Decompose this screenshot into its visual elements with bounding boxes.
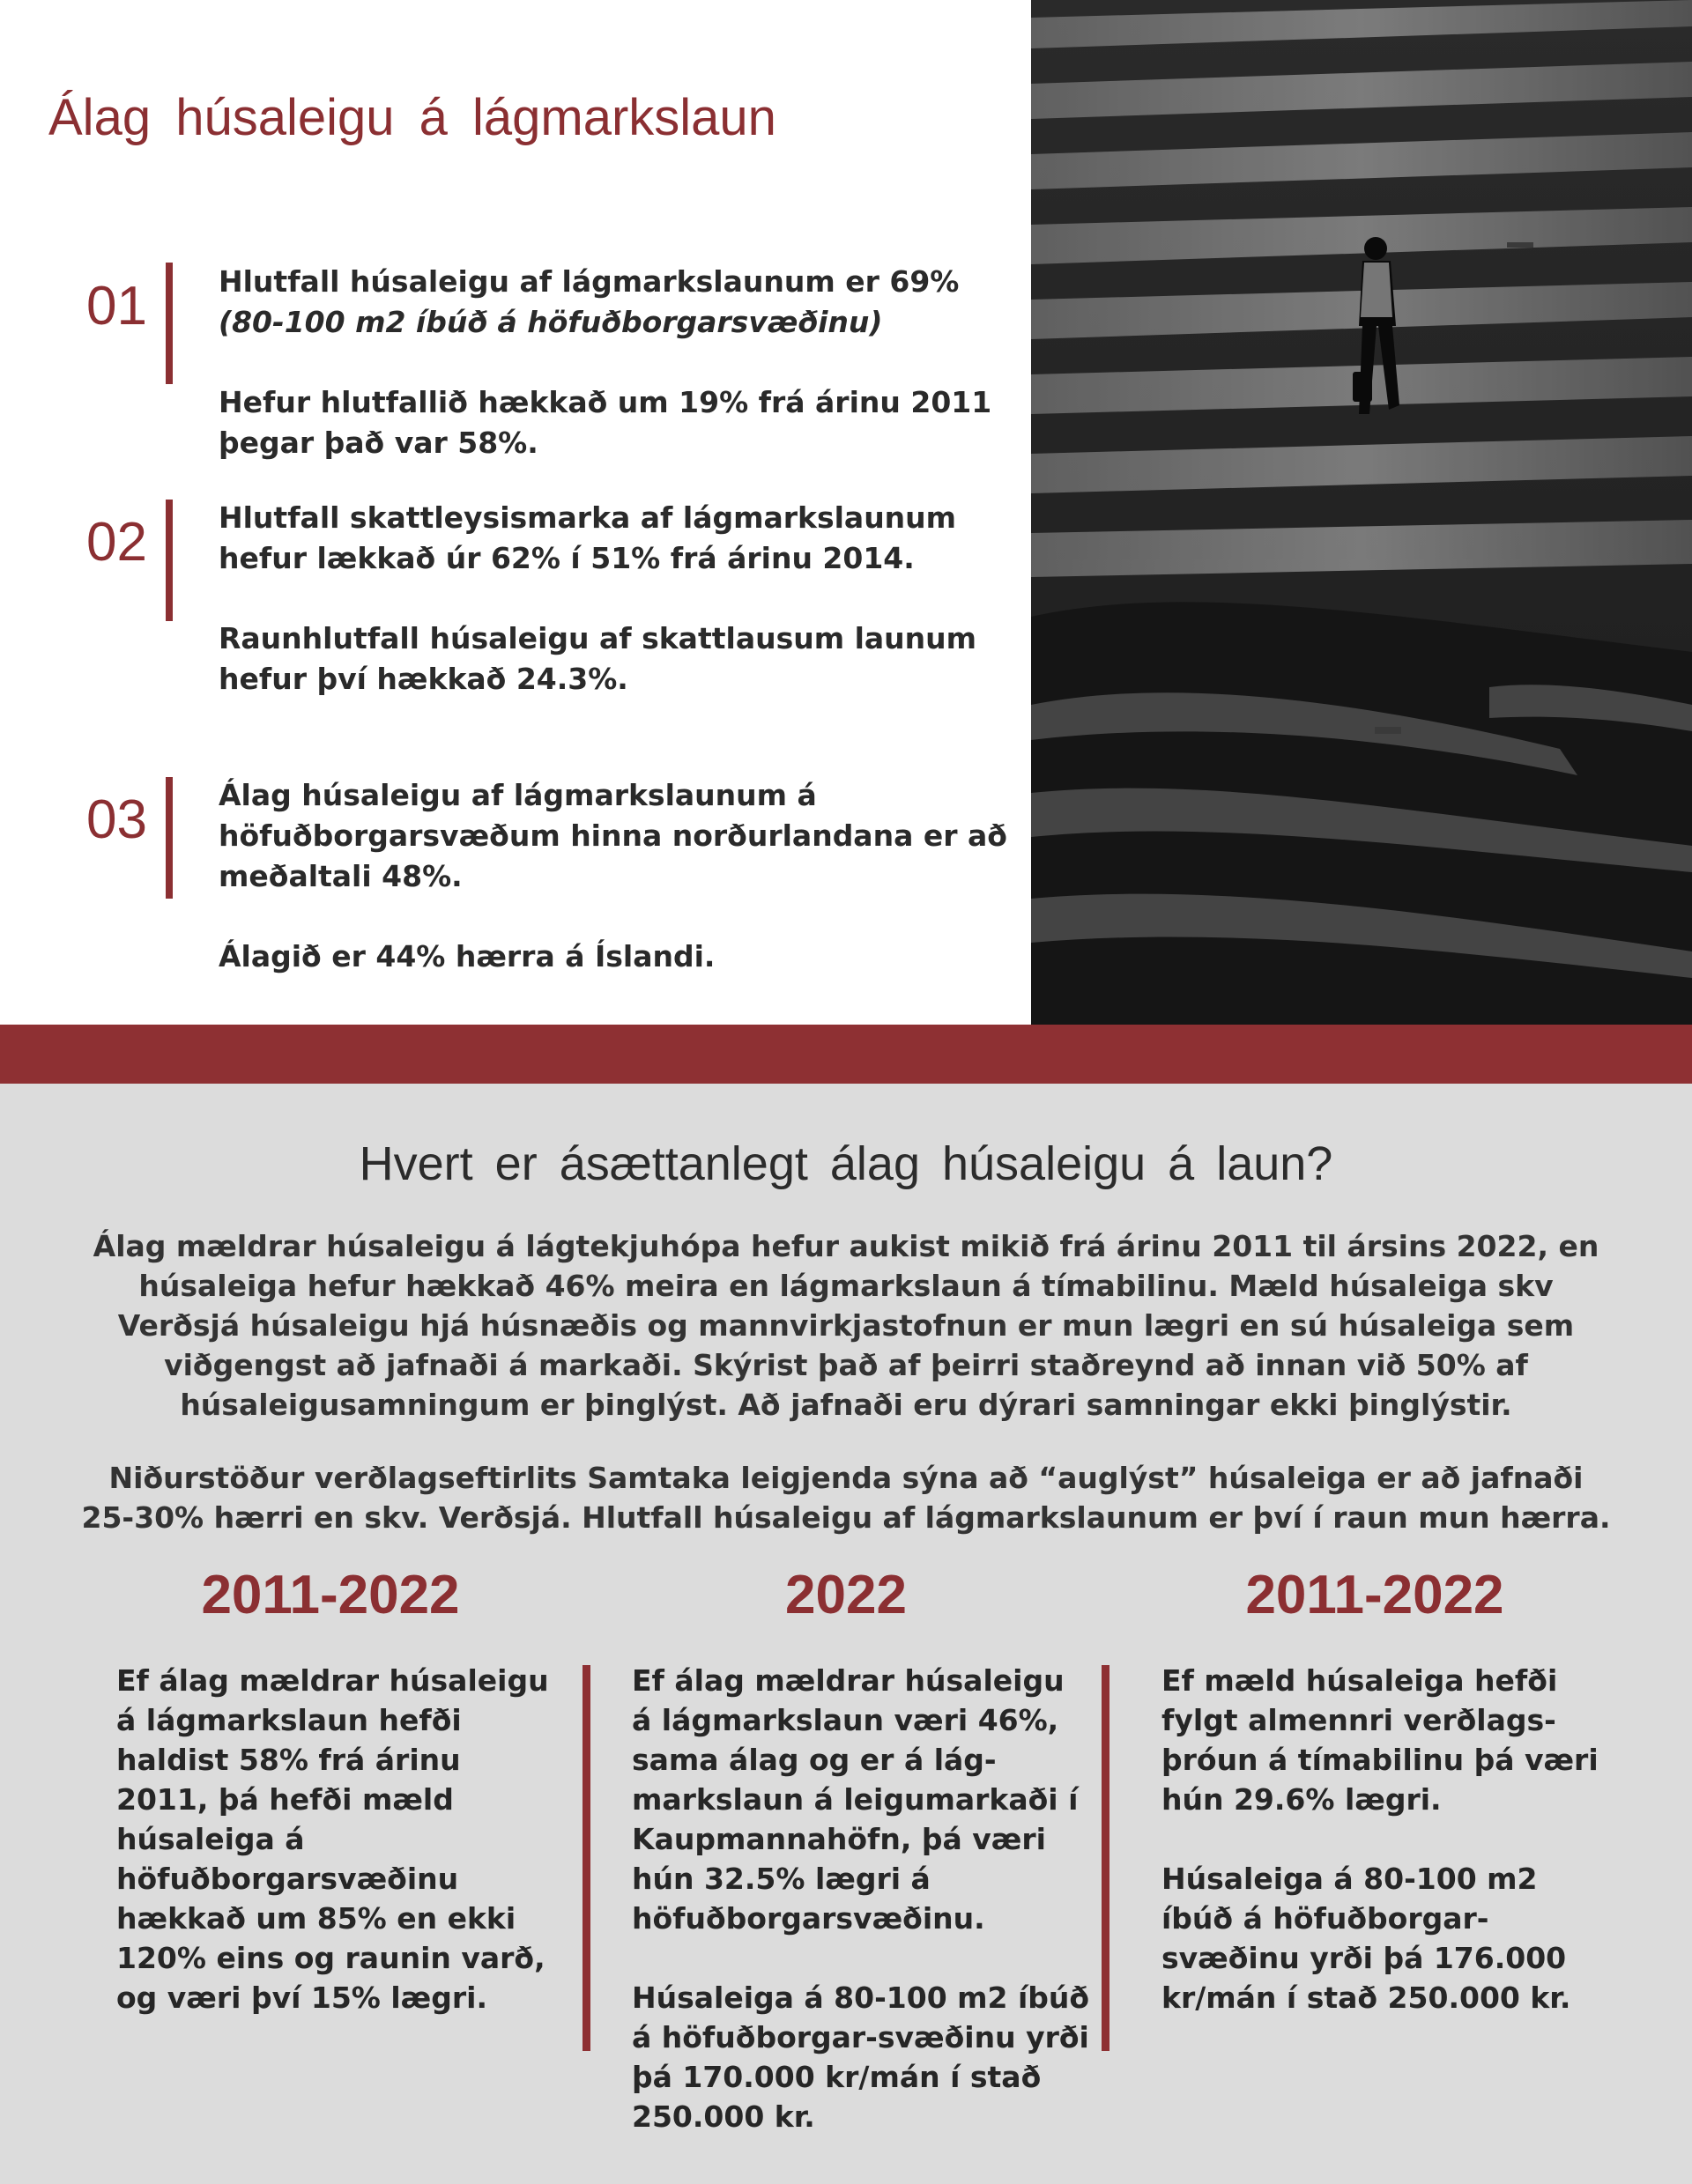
point-note: (80-100 m2 íbúð á höfuðborgarsvæðinu) [219, 305, 883, 339]
intro-paragraph: Niðurstöður verðlagseftirlits Samtaka leigjenda sýna að “auglýst” húsaleiga er að jafnaði 25-30% hærri en skv. Verðsjá. Hlutfall húsaleigu af lágmarkslaunum er því í raun mun hærra. [81, 1461, 1611, 1535]
accent-band [0, 1025, 1692, 1084]
column-divider [583, 1665, 590, 2051]
point-text [219, 775, 1012, 1017]
column-year: 2011-2022 [201, 1565, 460, 1625]
point-paragraph: Álagið er 44% hærra á Íslandi. [219, 939, 716, 974]
point-text [219, 498, 1012, 739]
column-year: 2011-2022 [1245, 1565, 1504, 1625]
point-paragraph: Álag húsaleigu af lágmarkslaunum á höfuðborgarsvæðum hinna norðurlandana er að meðaltali 48%. [219, 778, 1007, 893]
point-divider [166, 500, 173, 621]
column-paragraph: Ef álag mældrar húsaleigu á lágmarkslaun væri 46%, sama álag og er á lág-markslaun á leigumarkaði í Kaupmannahöfn, þá væri hún 32.5% lægri á höfuðborgarsvæðinu. [632, 1663, 1079, 1936]
photo-illustration [1031, 0, 1692, 1025]
point-paragraph: Raunhlutfall húsaleigu af skattlausum launum hefur því hækkað 24.3%. [219, 621, 977, 696]
point-paragraph: Hlutfall skattleysismarka af lágmarkslaunum hefur lækkað úr 62% í 51% frá árinu 2014. [219, 500, 957, 575]
point-paragraph [219, 302, 1012, 343]
column-divider [1102, 1665, 1109, 2051]
point-paragraph: Hefur hlutfallið hækkað um 19% frá árinu 2011 þegar það var 58%. [219, 385, 992, 460]
column-year: 2022 [785, 1565, 907, 1625]
column-paragraph: Ef álag mældrar húsaleigu á lágmarkslaun hefði haldist 58% frá árinu 2011, þá hefði mæld húsaleiga á höfuðborgarsvæðinu hækkað um 85% en ekki 120% eins og raunin varð, og væri því 15% lægri. [116, 1663, 549, 2015]
column-paragraph: Ef mæld húsaleiga hefði fylgt almennri verðlags-þróun á tímabilinu þá væri hún 29.6% lægri. [1161, 1663, 1599, 1817]
column-paragraph: Húsaleiga á 80-100 m2 íbúð á höfuðborgar-svæðinu yrði þá 176.000 kr/mán í stað 250.000 kr. [1161, 1862, 1571, 2015]
point-divider [166, 263, 173, 384]
bottom-section [0, 1084, 1692, 2184]
top-section [0, 0, 1692, 1025]
point-text [219, 262, 1012, 503]
section-title: Hvert er ásættanlegt álag húsaleigu á laun? [359, 1137, 1333, 1190]
point-number: 03 [86, 789, 147, 850]
column-paragraph: Húsaleiga á 80-100 m2 íbúð á höfuðborgar-svæðinu yrði þá 170.000 kr/mán í stað 250.000 kr. [632, 1980, 1090, 2134]
column-text [1161, 1661, 1602, 2057]
column-text [632, 1661, 1090, 2176]
point-divider [166, 777, 173, 899]
column-text [116, 1661, 557, 2057]
page-title: Álag húsaleigu á lágmarkslaun [48, 89, 776, 146]
section-intro [79, 1226, 1613, 1571]
point-paragraph: Hlutfall húsaleigu af lágmarkslaunum er 69% [219, 264, 960, 299]
point-number: 01 [86, 276, 147, 337]
intro-paragraph: Álag mældrar húsaleigu á lágtekjuhópa hefur aukist mikið frá árinu 2011 til ársins 2022, en húsaleiga hefur hækkað 46% meira en lágmarkslaun á tímabilinu. Mæld húsaleiga skv Verðsjá húsaleigu hjá húsnæðis og mannvirkjastofnun er mun lægri en sú húsaleiga sem viðgengst að jafnaði á markaði. Skýrist það af þeirri staðreynd að innan við 50% af húsaleigusamningum er þinglýst. Að jafnaði eru dýrari samningar ekki þinglýstir. [93, 1229, 1599, 1422]
photo-man-walking [1031, 0, 1692, 1025]
point-number: 02 [86, 512, 147, 573]
